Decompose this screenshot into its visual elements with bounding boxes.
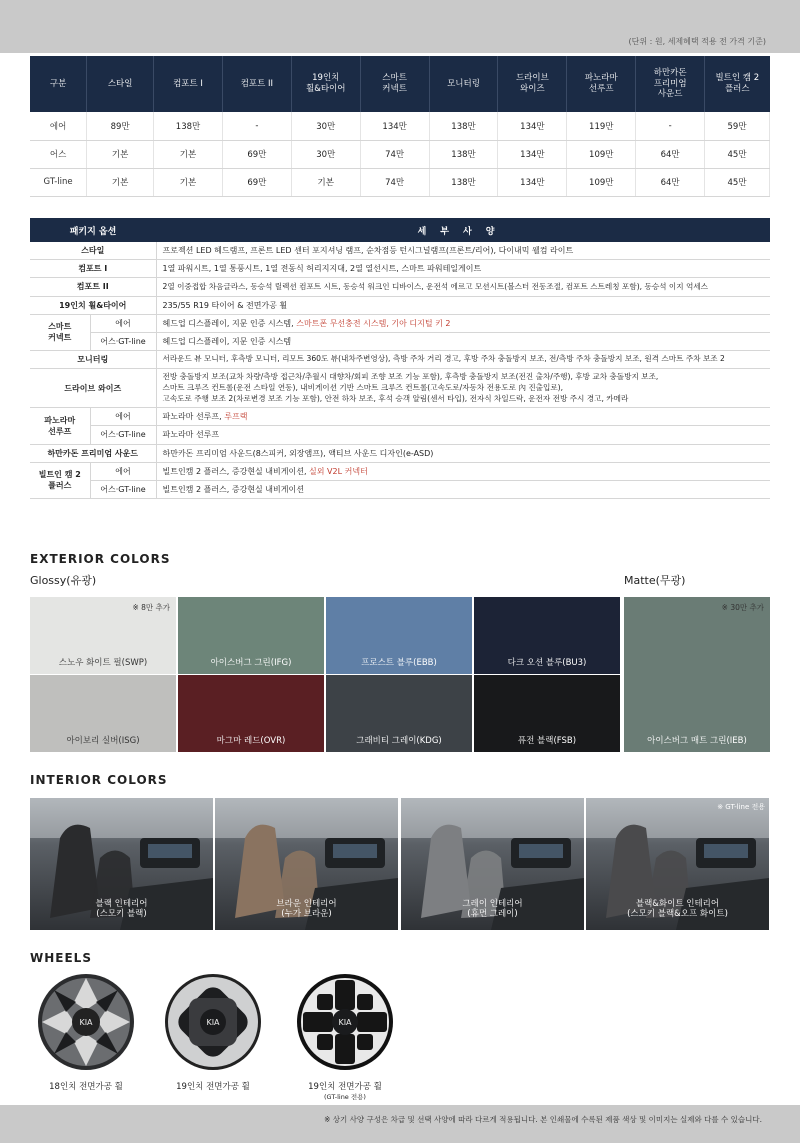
price-cell: 138만 <box>429 168 498 196</box>
interior-label: 브라운 인테리어 (누가 브라운) <box>276 898 337 920</box>
price-cell: 74만 <box>360 168 429 196</box>
col-header: 스마트 커넥트 <box>360 56 429 112</box>
trim-label: 어스·GT-line <box>90 332 156 350</box>
package-row-builtin-earth <box>30 480 770 498</box>
package-row-builtin-air <box>30 462 770 480</box>
price-cell: 45만 <box>705 168 770 196</box>
package-detail <box>156 408 770 426</box>
price-row <box>30 112 770 140</box>
swatch-label: 스노우 화이트 펄(SWP) <box>58 658 148 668</box>
wheel-19-gt-line <box>275 972 415 1101</box>
package-name: 빌트인 캠 2 플러스 <box>30 462 90 498</box>
col-header: 빌트인 캠 2 플러스 <box>705 56 770 112</box>
svg-text:KIA: KIA <box>79 1018 93 1027</box>
package-name: 스마트 커넥트 <box>30 314 90 350</box>
trim-name: 어스 <box>30 140 87 168</box>
package-row-panorama-earth <box>30 426 770 444</box>
package-detail: 하만카돈 프리미엄 사운드(8스피커, 외장앰프), 액티브 사운드 디자인(e-ASD) <box>156 444 770 462</box>
interior-photo <box>586 798 769 930</box>
package-row-harman <box>30 444 770 462</box>
package-detail-header: 세부사양 <box>156 218 770 242</box>
col-header: 19인치 휠&타이어 <box>291 56 360 112</box>
price-cell: 30만 <box>291 140 360 168</box>
wheel-19-icon <box>163 972 263 1072</box>
package-name: 모니터링 <box>30 351 156 369</box>
price-cell: 89만 <box>87 112 154 140</box>
trim-label: 에어 <box>90 408 156 426</box>
price-cell: 45만 <box>705 140 770 168</box>
trim-name: 에어 <box>30 112 87 140</box>
detail-line: 스마트 크루즈 컨트롤(운전 스타일 연동), 내비게이션 기반 스마트 크루즈 컨트롤(고속도로/자동차 전용도로 內 진출입로), <box>162 382 564 392</box>
col-header: 컴포트 I <box>154 56 223 112</box>
color-swatch <box>178 597 324 674</box>
price-cell: 134만 <box>498 168 567 196</box>
detail-text: 헤드업 디스플레이, 지문 인증 시스템, <box>162 318 297 328</box>
price-cell: 기본 <box>291 168 360 196</box>
detail-text: 파노라마 선루프, <box>162 412 225 422</box>
package-row-drive <box>30 369 770 408</box>
price-cell: - <box>222 112 291 140</box>
price-cell: 64만 <box>636 168 705 196</box>
col-header: 스타일 <box>87 56 154 112</box>
col-header: 하만카돈 프리미엄 사운드 <box>636 56 705 112</box>
price-cell: 134만 <box>498 112 567 140</box>
package-row-monitoring <box>30 351 770 369</box>
trim-name: GT-line <box>30 168 87 196</box>
package-name: 19인치 휠&타이어 <box>30 296 156 314</box>
package-name: 스타일 <box>30 242 156 260</box>
wheel-18-icon <box>36 972 136 1072</box>
package-detail: 1열 파워시트, 1열 통풍시트, 1열 전동식 허리지지대, 2열 열선시트, 스마트 파워테일게이트 <box>156 260 770 278</box>
price-cell: 74만 <box>360 140 429 168</box>
footer-band <box>0 1105 800 1143</box>
detail-line: 고속도로 주행 보조 2(차로변경 보조 기능 포함), 안전 하차 보조, 후석 승객 알림(센서 타입), 전자식 차일드락, 운전자 전방 주시 경고, 카메라 <box>162 393 629 403</box>
wheel-18-front-machined <box>16 972 156 1092</box>
package-detail <box>156 462 770 480</box>
package-name: 드라이브 와이즈 <box>30 369 156 408</box>
unit-note: (단위 : 원, 세제혜택 적용 전 가격 기준) <box>628 37 766 46</box>
package-detail: 파노라마 선루프 <box>156 426 770 444</box>
trim-label: 어스·GT-line <box>90 426 156 444</box>
package-table <box>30 218 770 499</box>
price-cell: 기본 <box>87 168 154 196</box>
color-swatch <box>474 675 620 752</box>
glossy-label: Glossy(유광) <box>30 574 97 587</box>
color-swatch <box>30 675 176 752</box>
price-cell: 109만 <box>567 168 636 196</box>
color-swatch <box>474 597 620 674</box>
svg-text:KIA: KIA <box>338 1018 352 1027</box>
price-cell: 69만 <box>222 140 291 168</box>
col-header: 드라이브 와이즈 <box>498 56 567 112</box>
swatch-label: 그래비티 그레이(KDG) <box>356 736 442 746</box>
price-table-header-row <box>30 56 770 112</box>
package-name: 하만카돈 프리미엄 사운드 <box>30 444 156 462</box>
trim-label: 에어 <box>90 462 156 480</box>
interior-title: INTERIOR COLORS <box>30 773 168 787</box>
footer-note: ※ 상기 사양 구성은 차급 및 선택 사양에 따라 다르게 적용됩니다. 본 인쇄물에 수록된 제품 색상 및 이미지는 실제와 다를 수 있습니다. <box>324 1115 762 1124</box>
price-cell: 138만 <box>154 112 223 140</box>
price-cell: 59만 <box>705 112 770 140</box>
price-cell: 69만 <box>222 168 291 196</box>
wheel-label: 18인치 전면가공 휠 <box>49 1082 123 1092</box>
col-header: 파노라마 선루프 <box>567 56 636 112</box>
package-detail: 2열 이중접합 차음글라스, 동승석 릴렉션 컴포트 시트, 동승석 워크인 디바이스, 운전석 에르고 모션시트(볼스터 전동조절, 컴포트 스트레칭 포함), 동승석 이지 억세스 <box>156 278 770 296</box>
detail-text: 빌트인캠 2 플러스, 증강현실 내비게이션, <box>162 466 310 476</box>
swatch-label: 퓨전 블랙(FSB) <box>517 736 577 746</box>
package-name: 컴포트 II <box>30 278 156 296</box>
package-detail: 헤드업 디스플레이, 지문 인증 시스템 <box>156 332 770 350</box>
trim-label: 에어 <box>90 314 156 332</box>
package-detail <box>156 314 770 332</box>
interior-note: ※ GT-line 전용 <box>717 803 765 811</box>
swatch-label: 아이스버그 매트 그린(IEB) <box>647 736 747 746</box>
wheel-label: 19인치 전면가공 휠 <box>176 1082 250 1092</box>
price-cell: 134만 <box>360 112 429 140</box>
package-detail <box>156 369 770 408</box>
package-row-panorama-air <box>30 408 770 426</box>
price-cell: 64만 <box>636 140 705 168</box>
price-cell: 기본 <box>154 140 223 168</box>
swatch-label: 아이보리 실버(ISG) <box>66 736 140 746</box>
interior-label: 블랙 인테리어 (스모키 블랙) <box>95 898 148 920</box>
interior-label: 그레이 인테리어 (휴먼 그레이) <box>462 898 523 920</box>
matte-label: Matte(무광) <box>624 574 686 587</box>
price-cell: 109만 <box>567 140 636 168</box>
swatch-label: 프로스트 블루(EBB) <box>361 658 437 668</box>
package-name: 컴포트 I <box>30 260 156 278</box>
col-header: 컴포트 II <box>222 56 291 112</box>
swatch-label: 아이스버그 그린(IFG) <box>210 658 292 668</box>
interior-photo <box>215 798 398 930</box>
price-cell: 기본 <box>154 168 223 196</box>
swatch-label: 다크 오션 블루(BU3) <box>507 658 587 668</box>
package-detail: 235/55 R19 타이어 & 전면가공 휠 <box>156 296 770 314</box>
wheel-19-front-machined <box>143 972 283 1092</box>
wheels-title: WHEELS <box>30 951 92 965</box>
color-swatch <box>326 597 472 674</box>
price-cell: 138만 <box>429 140 498 168</box>
price-cell: 138만 <box>429 112 498 140</box>
package-row-smart-earth <box>30 332 770 350</box>
matte-swatch <box>624 597 770 752</box>
price-cell: 30만 <box>291 112 360 140</box>
package-name: 파노라마 선루프 <box>30 408 90 444</box>
interior-photo <box>401 798 584 930</box>
col-header: 모니터링 <box>429 56 498 112</box>
trim-label: 어스·GT-line <box>90 480 156 498</box>
col-header: 구분 <box>30 56 87 112</box>
price-cell: - <box>636 112 705 140</box>
package-row-comfort1 <box>30 260 770 278</box>
wheel-sublabel: (GT-line 전용) <box>324 1093 366 1102</box>
color-swatch <box>30 597 176 674</box>
color-swatch <box>178 675 324 752</box>
color-swatch <box>326 675 472 752</box>
swatch-label: 마그마 레드(OVR) <box>216 736 286 746</box>
price-table <box>30 56 770 197</box>
interior-label: 블랙&화이트 인테리어 (스모키 블랙&오프 화이트) <box>627 898 728 920</box>
price-cell: 119만 <box>567 112 636 140</box>
exterior-title: EXTERIOR COLORS <box>30 552 171 566</box>
detail-highlight: 실외 V2L 커넥터 <box>309 466 368 476</box>
wheel-label: 19인치 전면가공 휠 <box>308 1082 382 1092</box>
price-cell: 134만 <box>498 140 567 168</box>
package-row-smart-air <box>30 314 770 332</box>
package-detail: 빌트인캠 2 플러스, 증강현실 내비게이션 <box>156 480 770 498</box>
detail-highlight: 스마트폰 무선충전 시스템, 기아 디지털 키 2 <box>296 318 451 328</box>
interior-photo <box>30 798 213 930</box>
package-option-header: 패키지 옵션 <box>30 218 156 242</box>
package-row-wheel <box>30 296 770 314</box>
package-detail: 프로젝션 LED 헤드램프, 프론트 LED 센터 포지셔닝 램프, 순차점등 턴시그널램프(프론트/리어), 다이내믹 웰컴 라이트 <box>156 242 770 260</box>
package-row-style <box>30 242 770 260</box>
svg-text:KIA: KIA <box>206 1018 220 1027</box>
swatch-note: ※ 8만 추가 <box>132 603 170 612</box>
package-detail: 서라운드 뷰 모니터, 후측방 모니터, 리모트 360도 뷰(내차주변영상), 측방 주차 거리 경고, 후방 주차 충돌방지 보조, 전/측방 주차 충돌방지 보조, 원격 스마트 주차 보조 2 <box>156 351 770 369</box>
package-header-row <box>30 218 770 242</box>
swatch-note: ※ 30만 추가 <box>721 603 764 612</box>
price-cell: 기본 <box>87 140 154 168</box>
package-row-comfort2 <box>30 278 770 296</box>
price-row <box>30 168 770 196</box>
detail-highlight: 루프랙 <box>224 412 248 422</box>
price-row <box>30 140 770 168</box>
detail-line: 전방 충돌방지 보조(교차 차량/측방 접근차/추월시 대향차/회피 조향 보조 기능 포함), 후측방 충돌방지 보조(전진 출차/주행), 후방 교차 충돌방지 보조, <box>162 372 659 382</box>
wheel-19-gt-icon <box>295 972 395 1072</box>
